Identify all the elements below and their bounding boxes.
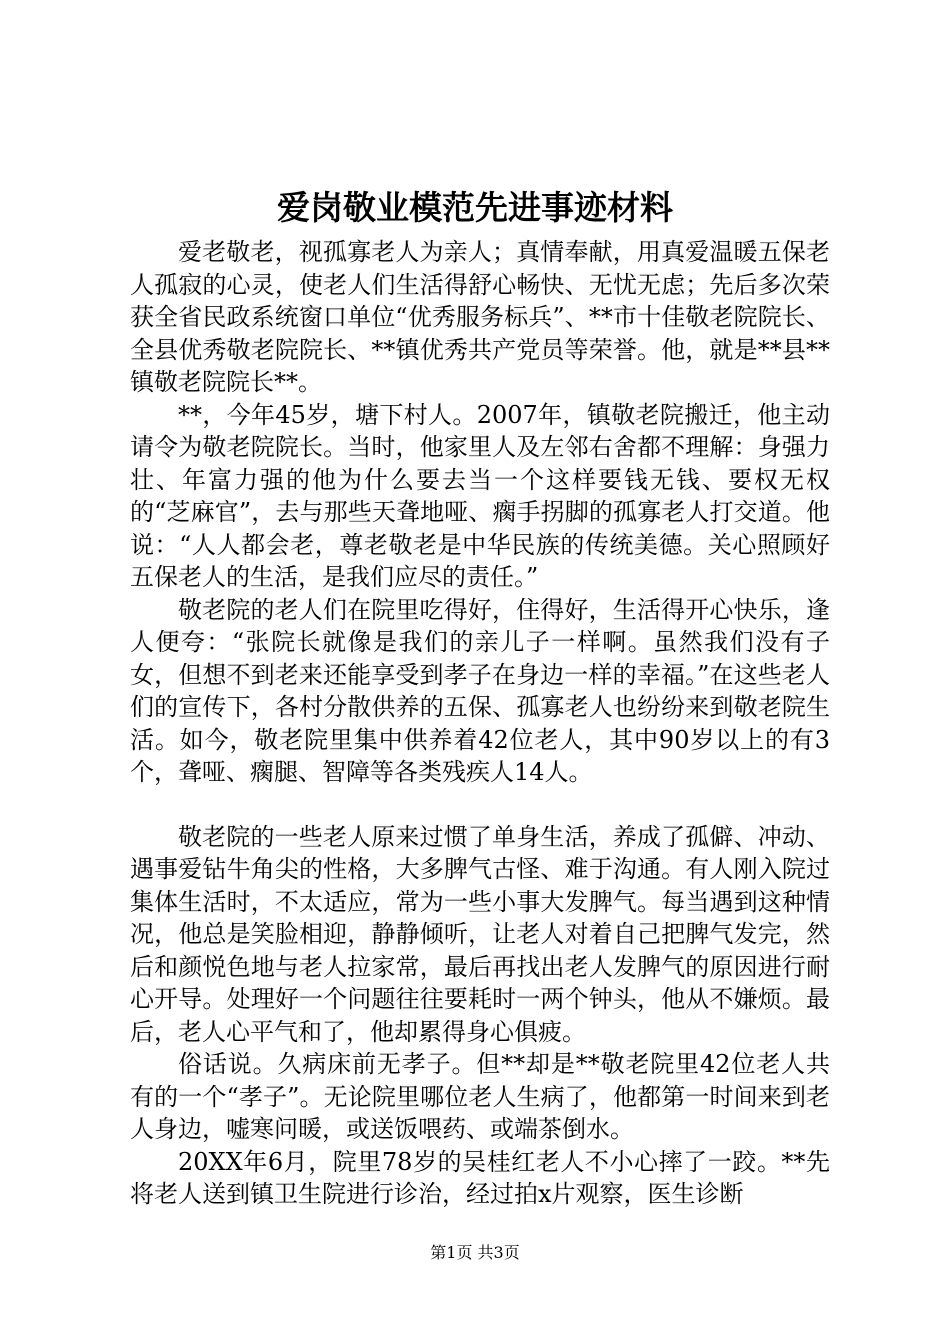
document-body bbox=[130, 236, 830, 1211]
page-footer: 第1页 共3页 bbox=[430, 1243, 520, 1262]
paragraph-1: 爱老敬老，视孤寡老人为亲人；真情奉献，用真爱温暖五保老人孤寂的心灵，使老人们生活得舒心畅快、无忧无虑；先后多次荣获全省民政系统窗口单位“优秀服务标兵”、**市十佳敬老院院长、全县优秀敬老院院长、**镇优秀共产党员等荣誉。他，就是**县**镇敬老院院长**。 bbox=[130, 238, 830, 396]
paragraph-6: 20XX年6月，院里78岁的吴桂红老人不小心摔了一跤。**先将老人送到镇卫生院进行诊治，经过拍x片观察，医生诊断 bbox=[130, 1147, 830, 1208]
paragraph-4: 敬老院的一些老人原来过惯了单身生活，养成了孤僻、冲动、遇事爱钻牛角尖的性格，大多脾气古怪、难于沟通。有人刚入院过集体生活时，不太适应，常为一些小事大发脾气。每当遇到这种情况，他总是笑脸相迎，静静倾听，让老人对着自己把脾气发完，然后和颜悦色地与老人拉家常，最后再找出老人发脾气的原因进行耐心开导。处理好一个问题往往要耗时一两个钟头，他从不嫌烦。最后，老人心平气和了，他却累得身心俱疲。 bbox=[130, 822, 830, 1046]
paragraph-2: **，今年45岁，塘下村人。2007年，镇敬老院搬迁，他主动请令为敬老院院长。当时，他家里人及左邻右舍都不理解：身强力壮、年富力强的他为什么要去当一个这样要钱无钱、要权无权的“芝麻官”，去与那些天聋地哑、瘸手拐脚的孤寡老人打交道。他说：“人人都会老，尊老敬老是中华民族的传统美德。关心照顾好五保老人的生活，是我们应尽的责任。” bbox=[130, 400, 830, 591]
document-title: 爱岗敬业模范先进事迹材料 bbox=[277, 188, 673, 227]
paragraph-5: 俗话说。久病床前无孝子。但**却是**敬老院里42位老人共有的一个“孝子”。无论院里哪位老人生病了，他都第一时间来到老人身边，嘘寒问暖，或送饭喂药、或端茶倒水。 bbox=[130, 1050, 830, 1143]
paragraph-3: 敬老院的老人们在院里吃得好，住得好，生活得开心快乐，逢人便夸：“张院长就像是我们的亲儿子一样啊。虽然我们没有子女，但想不到老来还能享受到孝子在身边一样的幸福。”在这些老人们的宣传下，各村分散供养的五保、孤寡老人也纷纷来到敬老院生活。如今，敬老院里集中供养着42位老人，其中90岁以上的有3个，聋哑、瘸腿、智障等各类残疾人14人。 bbox=[130, 595, 830, 786]
